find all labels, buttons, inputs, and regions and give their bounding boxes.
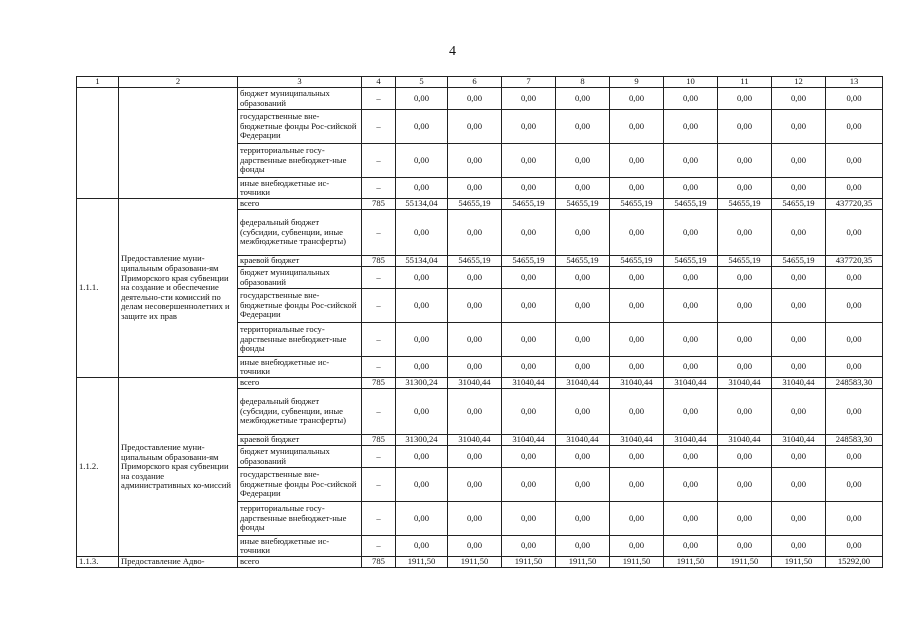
- header-cell: 8: [556, 77, 610, 88]
- amount-cell: 0,00: [556, 267, 610, 289]
- amount-cell: 248583,30: [826, 435, 883, 446]
- amount-cell: 0,00: [502, 468, 556, 502]
- amount-cell: 54655,19: [664, 256, 718, 267]
- amount-cell: 0,00: [826, 110, 883, 144]
- funding-source: территориальные госу-дарственные внебюджет-ные фонды: [238, 144, 362, 178]
- amount-cell: 0,00: [664, 389, 718, 435]
- amount-cell: 0,00: [772, 178, 826, 199]
- amount-cell: 0,00: [772, 502, 826, 536]
- amount-cell: 1911,50: [556, 557, 610, 568]
- amount-cell: 1911,50: [664, 557, 718, 568]
- admin-code: 785: [362, 199, 396, 210]
- amount-cell: 1911,50: [772, 557, 826, 568]
- funding-source: краевой бюджет: [238, 256, 362, 267]
- amount-cell: 0,00: [718, 178, 772, 199]
- amount-cell: 0,00: [826, 536, 883, 557]
- amount-cell: 0,00: [610, 289, 664, 323]
- admin-code: –: [362, 468, 396, 502]
- amount-cell: 54655,19: [718, 256, 772, 267]
- amount-cell: 0,00: [826, 210, 883, 256]
- amount-cell: 0,00: [502, 357, 556, 378]
- funding-source: бюджет муниципальных образований: [238, 88, 362, 110]
- amount-cell: 0,00: [610, 389, 664, 435]
- admin-code: –: [362, 536, 396, 557]
- amount-cell: 0,00: [396, 289, 448, 323]
- amount-cell: 0,00: [448, 144, 502, 178]
- amount-cell: 0,00: [664, 210, 718, 256]
- header-cell: 12: [772, 77, 826, 88]
- amount-cell: 0,00: [826, 389, 883, 435]
- amount-cell: 0,00: [664, 267, 718, 289]
- amount-cell: 0,00: [772, 88, 826, 110]
- amount-cell: 54655,19: [502, 199, 556, 210]
- amount-cell: 0,00: [718, 210, 772, 256]
- amount-cell: 1911,50: [396, 557, 448, 568]
- amount-cell: 0,00: [556, 323, 610, 357]
- amount-cell: 0,00: [448, 389, 502, 435]
- item-number: 1.1.3.: [77, 557, 119, 568]
- table-row: [77, 378, 883, 389]
- amount-cell: 31040,44: [718, 435, 772, 446]
- table-row: [77, 88, 883, 110]
- amount-cell: 0,00: [718, 536, 772, 557]
- amount-cell: 0,00: [826, 357, 883, 378]
- amount-cell: 31040,44: [556, 435, 610, 446]
- funding-source: государственные вне-бюджетные фонды Рос-сийской Федерации: [238, 468, 362, 502]
- amount-cell: 0,00: [502, 144, 556, 178]
- amount-cell: 0,00: [396, 502, 448, 536]
- amount-cell: 0,00: [826, 289, 883, 323]
- admin-code: 785: [362, 256, 396, 267]
- amount-cell: 31040,44: [772, 378, 826, 389]
- amount-cell: 0,00: [772, 289, 826, 323]
- amount-cell: 31040,44: [718, 378, 772, 389]
- amount-cell: 15292,00: [826, 557, 883, 568]
- amount-cell: 31040,44: [448, 435, 502, 446]
- table-row: [77, 557, 883, 568]
- amount-cell: 0,00: [396, 323, 448, 357]
- amount-cell: 0,00: [448, 536, 502, 557]
- amount-cell: 31040,44: [448, 378, 502, 389]
- amount-cell: 0,00: [502, 502, 556, 536]
- item-name: Предоставление муни-ципальным образовани-ям Приморского края субвенции на создание и обеспечение деятельно-сти комиссий по делам несовершеннолетних и защите их прав: [119, 199, 238, 378]
- amount-cell: 0,00: [718, 323, 772, 357]
- amount-cell: 0,00: [718, 468, 772, 502]
- amount-cell: 0,00: [664, 178, 718, 199]
- amount-cell: 0,00: [664, 536, 718, 557]
- amount-cell: 0,00: [772, 110, 826, 144]
- amount-cell: 0,00: [448, 323, 502, 357]
- amount-cell: 0,00: [502, 210, 556, 256]
- amount-cell: 0,00: [448, 210, 502, 256]
- amount-cell: 0,00: [610, 110, 664, 144]
- amount-cell: 0,00: [502, 536, 556, 557]
- header-cell: 9: [610, 77, 664, 88]
- amount-cell: 0,00: [448, 178, 502, 199]
- amount-cell: 0,00: [718, 446, 772, 468]
- admin-code: –: [362, 502, 396, 536]
- amount-cell: 437720,35: [826, 256, 883, 267]
- header-cell: 4: [362, 77, 396, 88]
- amount-cell: 0,00: [718, 389, 772, 435]
- amount-cell: 0,00: [610, 323, 664, 357]
- admin-code: –: [362, 210, 396, 256]
- amount-cell: 0,00: [772, 323, 826, 357]
- amount-cell: 0,00: [396, 178, 448, 199]
- amount-cell: 0,00: [556, 289, 610, 323]
- funding-source: бюджет муниципальных образований: [238, 446, 362, 468]
- amount-cell: 31040,44: [664, 435, 718, 446]
- item-name: Предоставление муни-ципальным образовани-ям Приморского края субвенции на создание административных ко-миссий: [119, 378, 238, 557]
- amount-cell: 0,00: [610, 536, 664, 557]
- amount-cell: 0,00: [772, 389, 826, 435]
- amount-cell: 31040,44: [556, 378, 610, 389]
- amount-cell: 31040,44: [664, 378, 718, 389]
- page-number: 4: [449, 44, 456, 59]
- amount-cell: 54655,19: [610, 199, 664, 210]
- amount-cell: 0,00: [664, 357, 718, 378]
- amount-cell: 0,00: [396, 536, 448, 557]
- admin-code: –: [362, 178, 396, 199]
- funding-source: территориальные госу-дарственные внебюджет-ные фонды: [238, 502, 362, 536]
- amount-cell: 0,00: [610, 267, 664, 289]
- amount-cell: 31040,44: [610, 378, 664, 389]
- amount-cell: 0,00: [664, 110, 718, 144]
- amount-cell: 0,00: [556, 389, 610, 435]
- funding-source: государственные вне-бюджетные фонды Рос-сийской Федерации: [238, 289, 362, 323]
- amount-cell: 0,00: [664, 88, 718, 110]
- item-name: [119, 88, 238, 199]
- amount-cell: 54655,19: [718, 199, 772, 210]
- amount-cell: 0,00: [556, 144, 610, 178]
- amount-cell: 0,00: [556, 178, 610, 199]
- header-cell: 3: [238, 77, 362, 88]
- amount-cell: 0,00: [556, 110, 610, 144]
- header-row: [77, 77, 883, 88]
- amount-cell: 0,00: [610, 178, 664, 199]
- amount-cell: 0,00: [448, 110, 502, 144]
- amount-cell: 0,00: [664, 323, 718, 357]
- amount-cell: 54655,19: [556, 256, 610, 267]
- amount-cell: 1911,50: [610, 557, 664, 568]
- header-cell: 6: [448, 77, 502, 88]
- funding-source: территориальные госу-дарственные внебюджет-ные фонды: [238, 323, 362, 357]
- header-cell: 1: [77, 77, 119, 88]
- admin-code: 785: [362, 378, 396, 389]
- amount-cell: 31300,24: [396, 435, 448, 446]
- header-cell: 11: [718, 77, 772, 88]
- amount-cell: 0,00: [772, 446, 826, 468]
- amount-cell: 0,00: [396, 446, 448, 468]
- amount-cell: 0,00: [502, 389, 556, 435]
- funding-source: всего: [238, 199, 362, 210]
- amount-cell: 0,00: [396, 389, 448, 435]
- amount-cell: 0,00: [396, 267, 448, 289]
- amount-cell: 0,00: [718, 144, 772, 178]
- admin-code: –: [362, 357, 396, 378]
- amount-cell: 0,00: [556, 468, 610, 502]
- amount-cell: 0,00: [772, 357, 826, 378]
- amount-cell: 0,00: [448, 289, 502, 323]
- amount-cell: 0,00: [718, 267, 772, 289]
- amount-cell: 31040,44: [772, 435, 826, 446]
- amount-cell: 0,00: [718, 88, 772, 110]
- amount-cell: 0,00: [396, 144, 448, 178]
- amount-cell: 0,00: [610, 210, 664, 256]
- amount-cell: 0,00: [448, 88, 502, 110]
- amount-cell: 54655,19: [610, 256, 664, 267]
- amount-cell: 0,00: [826, 323, 883, 357]
- table-body: [77, 88, 883, 568]
- amount-cell: 0,00: [610, 144, 664, 178]
- amount-cell: 248583,30: [826, 378, 883, 389]
- amount-cell: 54655,19: [448, 199, 502, 210]
- amount-cell: 54655,19: [772, 256, 826, 267]
- admin-code: 785: [362, 435, 396, 446]
- amount-cell: 0,00: [718, 357, 772, 378]
- amount-cell: 31040,44: [610, 435, 664, 446]
- amount-cell: 0,00: [396, 210, 448, 256]
- funding-source: государственные вне-бюджетные фонды Рос-сийской Федерации: [238, 110, 362, 144]
- amount-cell: 0,00: [772, 267, 826, 289]
- amount-cell: 0,00: [448, 357, 502, 378]
- admin-code: –: [362, 323, 396, 357]
- amount-cell: 0,00: [610, 502, 664, 536]
- item-number: [77, 88, 119, 199]
- amount-cell: 0,00: [610, 88, 664, 110]
- funding-source: иные внебюджетные ис-точники: [238, 536, 362, 557]
- budget-table: [76, 76, 883, 568]
- amount-cell: 0,00: [502, 267, 556, 289]
- amount-cell: 0,00: [502, 110, 556, 144]
- amount-cell: 0,00: [396, 110, 448, 144]
- amount-cell: 0,00: [502, 88, 556, 110]
- amount-cell: 0,00: [664, 446, 718, 468]
- admin-code: –: [362, 267, 396, 289]
- amount-cell: 0,00: [556, 210, 610, 256]
- amount-cell: 0,00: [664, 502, 718, 536]
- amount-cell: 0,00: [556, 357, 610, 378]
- amount-cell: 0,00: [772, 210, 826, 256]
- item-name: Предоставление Адво-: [119, 557, 238, 568]
- amount-cell: 54655,19: [664, 199, 718, 210]
- amount-cell: 0,00: [448, 446, 502, 468]
- amount-cell: 0,00: [396, 357, 448, 378]
- item-number: 1.1.2.: [77, 378, 119, 557]
- admin-code: –: [362, 88, 396, 110]
- amount-cell: 0,00: [664, 144, 718, 178]
- header-cell: 5: [396, 77, 448, 88]
- funding-source: иные внебюджетные ис-точники: [238, 178, 362, 199]
- amount-cell: 0,00: [826, 88, 883, 110]
- amount-cell: 55134,04: [396, 256, 448, 267]
- admin-code: –: [362, 289, 396, 323]
- amount-cell: 0,00: [772, 536, 826, 557]
- amount-cell: 0,00: [556, 88, 610, 110]
- amount-cell: 31040,44: [502, 435, 556, 446]
- table-header: [77, 77, 883, 88]
- amount-cell: 0,00: [610, 357, 664, 378]
- funding-source: краевой бюджет: [238, 435, 362, 446]
- amount-cell: 0,00: [826, 144, 883, 178]
- amount-cell: 0,00: [610, 468, 664, 502]
- amount-cell: 54655,19: [556, 199, 610, 210]
- amount-cell: 1911,50: [718, 557, 772, 568]
- amount-cell: 0,00: [610, 446, 664, 468]
- amount-cell: 0,00: [718, 289, 772, 323]
- amount-cell: 54655,19: [772, 199, 826, 210]
- table-row: [77, 199, 883, 210]
- amount-cell: 1911,50: [448, 557, 502, 568]
- amount-cell: 54655,19: [448, 256, 502, 267]
- funding-source: всего: [238, 378, 362, 389]
- amount-cell: 0,00: [664, 468, 718, 502]
- funding-source: федеральный бюджет (субсидии, субвенции, иные межбюджетные трансферты): [238, 389, 362, 435]
- funding-source: бюджет муниципальных образований: [238, 267, 362, 289]
- amount-cell: 54655,19: [502, 256, 556, 267]
- amount-cell: 0,00: [448, 267, 502, 289]
- admin-code: –: [362, 144, 396, 178]
- amount-cell: 1911,50: [502, 557, 556, 568]
- amount-cell: 0,00: [826, 178, 883, 199]
- admin-code: –: [362, 110, 396, 144]
- admin-code: 785: [362, 557, 396, 568]
- amount-cell: 0,00: [556, 502, 610, 536]
- header-cell: 13: [826, 77, 883, 88]
- amount-cell: 0,00: [502, 446, 556, 468]
- amount-cell: 0,00: [502, 323, 556, 357]
- amount-cell: 31300,24: [396, 378, 448, 389]
- amount-cell: 0,00: [556, 536, 610, 557]
- amount-cell: 0,00: [826, 502, 883, 536]
- amount-cell: 0,00: [448, 502, 502, 536]
- amount-cell: 0,00: [556, 446, 610, 468]
- amount-cell: 0,00: [772, 468, 826, 502]
- header-cell: 7: [502, 77, 556, 88]
- amount-cell: 0,00: [826, 446, 883, 468]
- amount-cell: 0,00: [502, 178, 556, 199]
- amount-cell: 0,00: [826, 468, 883, 502]
- amount-cell: 0,00: [396, 88, 448, 110]
- admin-code: –: [362, 446, 396, 468]
- amount-cell: 0,00: [664, 289, 718, 323]
- amount-cell: 0,00: [448, 468, 502, 502]
- header-cell: 2: [119, 77, 238, 88]
- amount-cell: 55134,04: [396, 199, 448, 210]
- amount-cell: 0,00: [826, 267, 883, 289]
- funding-source: всего: [238, 557, 362, 568]
- header-cell: 10: [664, 77, 718, 88]
- funding-source: иные внебюджетные ис-точники: [238, 357, 362, 378]
- amount-cell: 31040,44: [502, 378, 556, 389]
- funding-source: федеральный бюджет (субсидии, субвенции, иные межбюджетные трансферты): [238, 210, 362, 256]
- amount-cell: 437720,35: [826, 199, 883, 210]
- amount-cell: 0,00: [718, 502, 772, 536]
- item-number: 1.1.1.: [77, 199, 119, 378]
- amount-cell: 0,00: [502, 289, 556, 323]
- admin-code: –: [362, 389, 396, 435]
- amount-cell: 0,00: [772, 144, 826, 178]
- amount-cell: 0,00: [396, 468, 448, 502]
- amount-cell: 0,00: [718, 110, 772, 144]
